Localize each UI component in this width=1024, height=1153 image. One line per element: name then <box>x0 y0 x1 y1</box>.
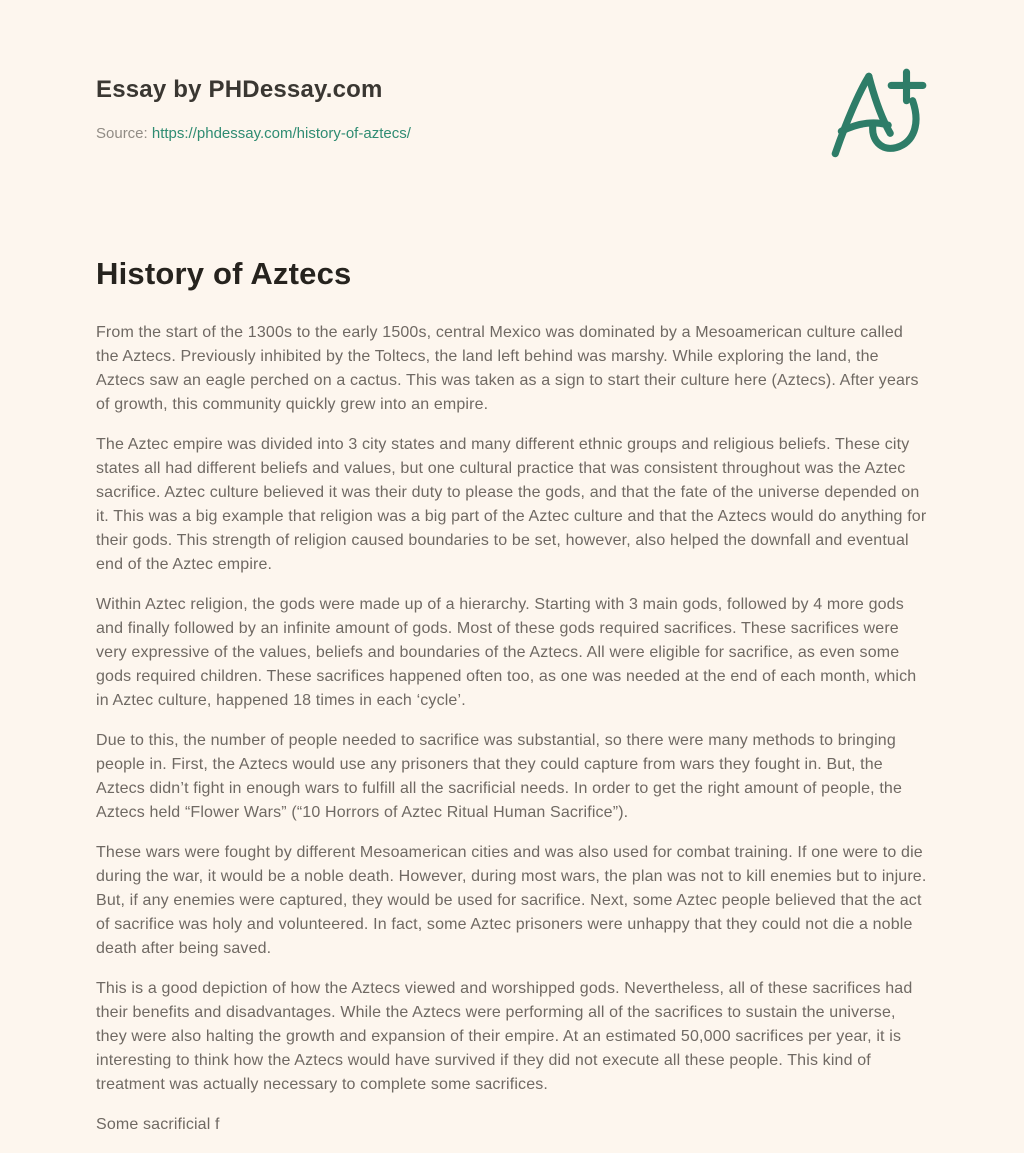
source-label: Source: <box>96 124 148 142</box>
byline: Essay by PHDessay.com <box>96 76 383 103</box>
page-title: History of Aztecs <box>96 256 352 291</box>
paragraph: The Aztec empire was divided into 3 city states and many different ethnic groups and religious beliefs. These city states all had different beliefs and values, but one cultural practice that was consistent throughout was the Aztec sacrifice. Aztec culture believed it was their duty to please the gods, and that the fate of the universe depended on it. This was a big example that religion was a big part of the Aztec culture and that the Aztecs would do anything for their gods. This strength of religion caused boundaries to be set, however, also helped the downfall and eventual end of the Aztec empire. <box>96 436 927 573</box>
source-line <box>96 125 411 142</box>
document-header <box>96 76 928 170</box>
a-plus-logo-icon <box>822 62 934 170</box>
paragraph: Within Aztec religion, the gods were made up of a hierarchy. Starting with 3 main gods, followed by 4 more gods and finally followed by an infinite amount of gods. Most of these gods required sacrifices. These sacrifices were very expressive of the values, beliefs and boundaries of the Aztecs. All were eligible for sacrifice, as even some gods required children. These sacrifices happened often too, as one was needed at the end of each month, which in Aztec culture, happened 18 times in each ‘cycle’. <box>96 596 917 709</box>
source-link[interactable]: https://phdessay.com/history-of-aztecs/ <box>151 124 411 142</box>
paragraph: Due to this, the number of people needed to sacrifice was substantial, so there were many methods to bringing people in. First, the Aztecs would use any prisoners that they could capture from wars they fought in. But, the Aztecs didn’t fight in enough wars to fulfill all the sacrificial needs. In order to get the right amount of people, the Aztecs held “Flower Wars” (“10 Horrors of Aztec Ritual Human Sacrifice”). <box>96 732 903 821</box>
paragraph: This is a good depiction of how the Aztecs viewed and worshipped gods. Nevertheless, all of these sacrifices had their benefits and disadvantages. While the Aztecs were performing all of the sacrifices to sustain the universe, they were also halting the growth and expansion of their empire. At an estimated 50,000 sacrifices per year, it is interesting to think how the Aztecs would have survived if they did not execute all these people. This kind of treatment was actually necessary to complete some sacrifices. <box>96 980 913 1093</box>
header-text-block <box>96 76 411 142</box>
article-body <box>96 321 928 1137</box>
paragraph-truncated: Some sacrificial f <box>96 1116 220 1133</box>
paragraph: These wars were fought by different Mesoamerican cities and was also used for combat training. If one were to die during the war, it would be a noble death. However, during most wars, the plan was not to kill enemies but to injure. But, if any enemies were captured, they would be used for sacrifice. Next, some Aztec people believed that the act of sacrifice was holy and volunteered. In fact, some Aztec prisoners were unhappy that they could not die a noble death after being saved. <box>96 844 927 957</box>
paragraph: From the start of the 1300s to the early 1500s, central Mexico was dominated by a Mesoamerican culture called the Aztecs. Previously inhibited by the Toltecs, the land left behind was marshy. While exploring the land, the Aztecs saw an eagle perched on a cactus. This was taken as a sign to start their culture here (Aztecs). After years of growth, this community quickly grew into an empire. <box>96 324 919 413</box>
